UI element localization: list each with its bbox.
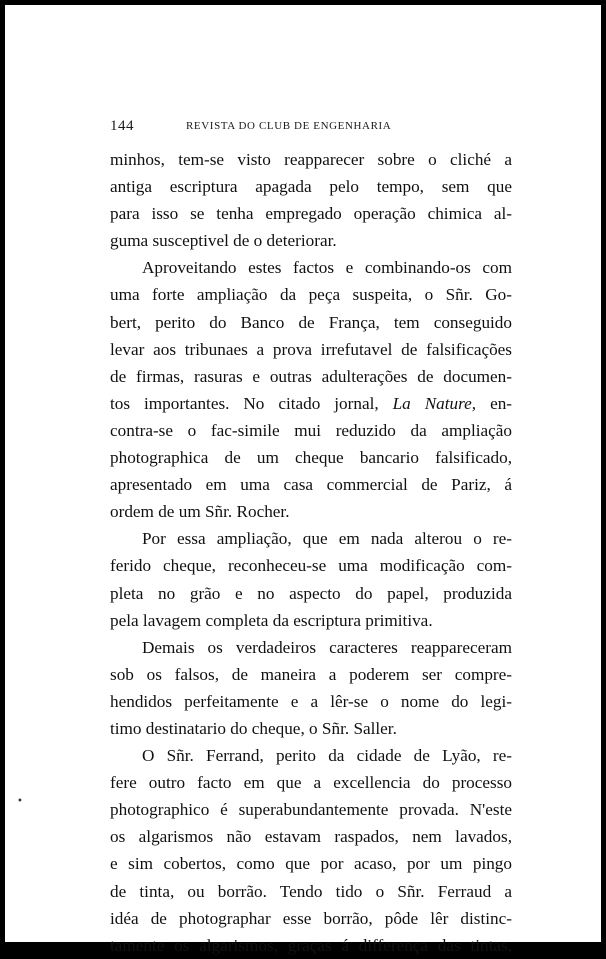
text-line: hendidos perfeitamente e a lêr-se o nome do legi- <box>110 691 512 711</box>
paragraph-start-line: Aproveitando estes factos e combinando-os com <box>142 258 512 278</box>
text-line: ferido cheque, reconheceu-se uma modificação com- <box>110 556 512 576</box>
text-line: bert, perito do Banco de França, tem conseguido <box>110 312 512 332</box>
text-line: levar aos tribunaes a prova irrefutavel de falsificações <box>110 339 512 359</box>
text-line: de tinta, ou borrão. Tendo tido o Sñr. Ferraud a <box>110 881 512 901</box>
text-line: os algarismos não estavam raspados, nem lavados, <box>110 827 512 847</box>
journal-title: La Nature, <box>392 393 477 413</box>
text-line: uma forte ampliação da peça suspeita, o Sñr. Go- <box>110 285 512 305</box>
text-line: contra-se o fac-simile mui reduzido da ampliação <box>110 420 512 440</box>
text-line: guma susceptivel de o deteriorar. <box>110 231 337 251</box>
text-line: fere outro facto em que a excellencia do processo <box>110 773 512 793</box>
text-line: para isso se tenha empregado operação chimica al- <box>110 204 512 224</box>
text-line: minhos, tem-se visto reapparecer sobre o cliché a <box>110 150 512 169</box>
text-line: tamente os algarismos, graças á differença das tintas, <box>110 935 512 955</box>
text-line: idéa de photographar esse borrão, pôde lêr distinc- <box>110 908 512 928</box>
text-line: apresentado em uma casa commercial de Pariz, á <box>110 475 512 495</box>
text-line: pleta no grão e no aspecto do papel, produzida <box>110 583 512 603</box>
text-line: photographica de um cheque bancario falsificado, <box>110 448 512 468</box>
text-line: e sim cobertos, como que por acaso, por um pingo <box>110 854 512 874</box>
running-head: REVISTA DO CLUB DE ENGENHARIA <box>186 120 392 132</box>
margin-mark: • <box>17 796 23 807</box>
text-line: pela lavagem completa da escriptura primitiva. <box>110 610 433 630</box>
page-header <box>110 118 520 136</box>
text-line: timo destinatario do cheque, o Sñr. Saller. <box>110 718 397 738</box>
paragraph-start-line: O Sñr. Ferrand, perito da cidade de Lyão, re- <box>142 746 512 766</box>
page-number: 144 <box>110 118 134 134</box>
paragraph-start-line: Por essa ampliação, que em nada alterou o re- <box>142 529 512 549</box>
paragraph-start-line: Demais os verdadeiros caracteres reappareceram <box>142 637 512 657</box>
text-line: sob os falsos, de maneira a poderem ser compre- <box>110 664 512 684</box>
text-line-with-title <box>110 390 512 417</box>
text-segment: en- <box>490 393 513 413</box>
text-line: photographico é superabundantemente provada. N'este <box>110 800 512 820</box>
body-text <box>110 146 512 959</box>
text-line: antiga escriptura apagada pelo tempo, sem que <box>110 177 512 197</box>
text-segment: tos importantes. No citado jornal, <box>110 393 379 413</box>
text-line: ordem de um Sñr. Rocher. <box>110 502 290 522</box>
text-line: de firmas, rasuras e outras adulterações de documen- <box>110 366 512 386</box>
